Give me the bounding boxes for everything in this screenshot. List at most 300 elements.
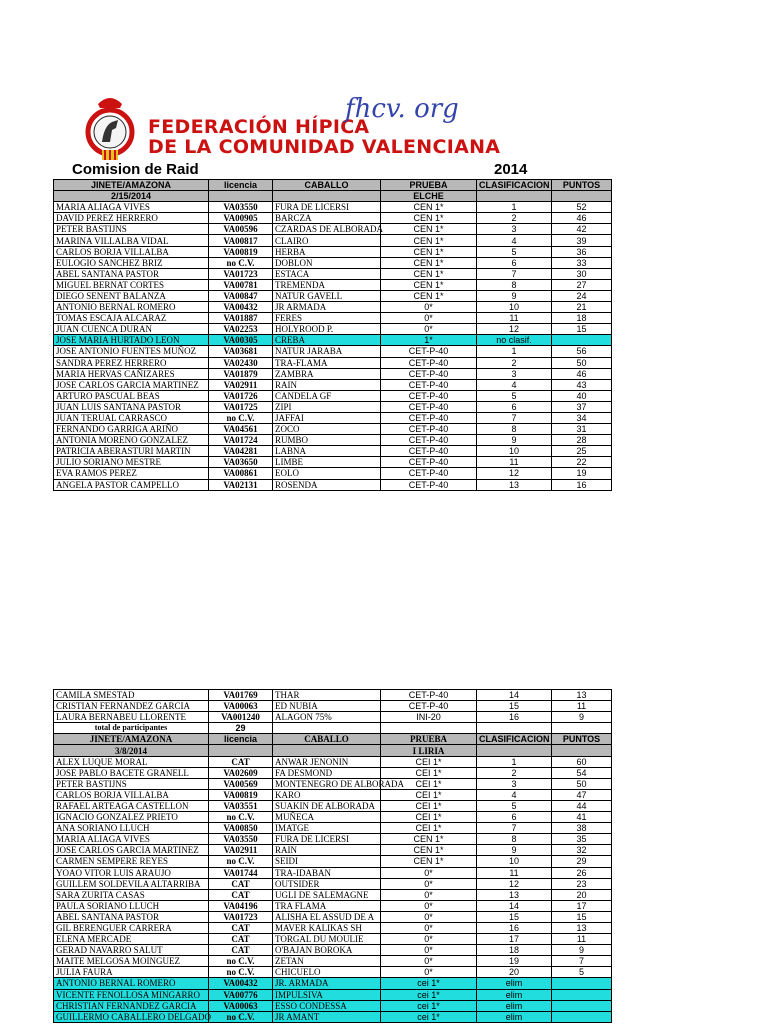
- license-number: VA00905: [209, 213, 273, 224]
- table-row: [54, 856, 612, 867]
- horse-name: CHICUELO: [273, 967, 381, 978]
- table-row: [54, 1011, 612, 1022]
- table-row: [54, 812, 612, 823]
- points: [552, 1000, 612, 1011]
- event-category: CET-P-40: [381, 690, 477, 701]
- horse-name: HERBA: [273, 246, 381, 257]
- horse-name: MUÑECA: [273, 812, 381, 823]
- rider-name: PETER BASTIJNS: [54, 778, 209, 789]
- total-participants-row: [54, 723, 612, 734]
- year-title: 2014: [494, 161, 528, 178]
- event-date: 3/8/2014: [54, 745, 209, 756]
- license-number: VA00861: [209, 468, 273, 479]
- classification: 10: [477, 446, 552, 457]
- license-number: no C.V.: [209, 956, 273, 967]
- event-category: 0*: [381, 313, 477, 324]
- classification: 16: [477, 922, 552, 933]
- col-licencia: licencia: [209, 734, 273, 745]
- license-number: VA00817: [209, 235, 273, 246]
- website-logo-text: fhcv. org: [345, 94, 459, 124]
- horse-name: BARCZA: [273, 213, 381, 224]
- points: 47: [552, 789, 612, 800]
- rider-name: JOSE CARLOS GARCIA MARTINEZ: [54, 845, 209, 856]
- table-row: [54, 945, 612, 956]
- rider-name: JULIO SORIANO MESTRE: [54, 457, 209, 468]
- table-row: [54, 412, 612, 423]
- table-row: [54, 911, 612, 922]
- col-puntos: PUNTOS: [552, 734, 612, 745]
- horse-name: FURA DE LICERSI: [273, 202, 381, 213]
- event-date: 2/15/2014: [54, 191, 209, 202]
- points: 11: [552, 934, 612, 945]
- federation-name-line1: FEDERACIÓN HÍPICA: [148, 116, 370, 138]
- license-number: VA03550: [209, 202, 273, 213]
- points: 46: [552, 213, 612, 224]
- event-category: CET-P-40: [381, 424, 477, 435]
- rider-name: JULIA FAURA: [54, 967, 209, 978]
- event-category: CET-P-40: [381, 390, 477, 401]
- col-jinete: JINETE/AMAZONA: [54, 734, 209, 745]
- points: 38: [552, 823, 612, 834]
- table-row: [54, 346, 612, 357]
- table-row: [54, 956, 612, 967]
- table-row: [54, 401, 612, 412]
- points: 18: [552, 313, 612, 324]
- license-number: VA00596: [209, 224, 273, 235]
- event-category: 0*: [381, 889, 477, 900]
- event-category: CET-P-40: [381, 401, 477, 412]
- horse-name: CZARDAS DE ALBORADA: [273, 224, 381, 235]
- commission-title: Comision de Raid: [72, 161, 199, 178]
- horse-name: TRA-FLAMA: [273, 357, 381, 368]
- classification: 9: [477, 290, 552, 301]
- license-number: VA04196: [209, 900, 273, 911]
- points: 9: [552, 712, 612, 723]
- col-clasificacion: CLASIFICACION: [477, 180, 552, 191]
- points: 32: [552, 845, 612, 856]
- classification: elim: [477, 1011, 552, 1022]
- rider-name: ANTONIA MORENO GONZALEZ: [54, 435, 209, 446]
- license-number: no C.V.: [209, 856, 273, 867]
- rider-name: ABEL SANTANA PASTOR: [54, 268, 209, 279]
- license-number: CAT: [209, 889, 273, 900]
- horse-name: ESTACA: [273, 268, 381, 279]
- classification: 9: [477, 845, 552, 856]
- table-row: [54, 767, 612, 778]
- license-number: VA01726: [209, 390, 273, 401]
- rider-name: TOMAS ESCAJA ALCARAZ: [54, 313, 209, 324]
- classification: 13: [477, 889, 552, 900]
- event-category: 0*: [381, 867, 477, 878]
- classification: 7: [477, 823, 552, 834]
- event-category: 0*: [381, 324, 477, 335]
- rider-name: DIEGO SENENT BALANZA: [54, 290, 209, 301]
- license-number: VA00819: [209, 789, 273, 800]
- event-category: 1*: [381, 335, 477, 346]
- points: 50: [552, 778, 612, 789]
- horse-name: IMPULSIVA: [273, 989, 381, 1000]
- table-row: [54, 889, 612, 900]
- event-category: CEN 1*: [381, 834, 477, 845]
- table-row: [54, 235, 612, 246]
- horse-name: ZIPI: [273, 401, 381, 412]
- points: 28: [552, 435, 612, 446]
- horse-name: LABNA: [273, 446, 381, 457]
- license-number: VA00432: [209, 302, 273, 313]
- license-number: VA03550: [209, 834, 273, 845]
- table-row: [54, 224, 612, 235]
- table-row: [54, 257, 612, 268]
- classification: 12: [477, 324, 552, 335]
- horse-name: ZOCO: [273, 424, 381, 435]
- event-category: CEN 1*: [381, 279, 477, 290]
- event-category: cei 1*: [381, 989, 477, 1000]
- points: 20: [552, 889, 612, 900]
- horse-name: TRA FLAMA: [273, 900, 381, 911]
- table-row: [54, 778, 612, 789]
- rider-name: CARMEN SEMPERE REYES: [54, 856, 209, 867]
- classification: elim: [477, 1000, 552, 1011]
- table-row: [54, 1000, 612, 1011]
- horse-name: THAR: [273, 690, 381, 701]
- horse-name: RUMBO: [273, 435, 381, 446]
- horse-name: ESSO CONDESSA: [273, 1000, 381, 1011]
- rider-name: YOAO VITOR LUIS ARAUJO: [54, 867, 209, 878]
- rider-name: CARLOS BORJA VILLALBA: [54, 789, 209, 800]
- event-place: I LIRIA: [381, 745, 477, 756]
- rider-name: MARIA ALIAGA VIVES: [54, 202, 209, 213]
- license-number: no C.V.: [209, 1011, 273, 1022]
- points: 52: [552, 202, 612, 213]
- license-number: VA03681: [209, 346, 273, 357]
- points: 27: [552, 279, 612, 290]
- event-category: 0*: [381, 956, 477, 967]
- rider-name: EVA RAMOS PEREZ: [54, 468, 209, 479]
- points: 7: [552, 956, 612, 967]
- table-row: [54, 202, 612, 213]
- points: 42: [552, 224, 612, 235]
- event-category: CET-P-40: [381, 379, 477, 390]
- classification: 6: [477, 257, 552, 268]
- federation-crest-icon: [78, 92, 142, 162]
- points: 35: [552, 834, 612, 845]
- classification: 11: [477, 457, 552, 468]
- event-category: 0*: [381, 878, 477, 889]
- table-row: [54, 978, 612, 989]
- points: 26: [552, 867, 612, 878]
- event-category: cei 1*: [381, 1000, 477, 1011]
- col-caballo: CABALLO: [273, 180, 381, 191]
- classification: 2: [477, 213, 552, 224]
- rider-name: MARINA VILLALBA VIDAL: [54, 235, 209, 246]
- classification: 8: [477, 279, 552, 290]
- horse-name: TREMENDA: [273, 279, 381, 290]
- event-category: 0*: [381, 922, 477, 933]
- points: 36: [552, 246, 612, 257]
- event-category: CEI 1*: [381, 778, 477, 789]
- horse-name: DOBLON: [273, 257, 381, 268]
- classification: 6: [477, 401, 552, 412]
- event-category: INI-20: [381, 712, 477, 723]
- event-category: 0*: [381, 911, 477, 922]
- points: 33: [552, 257, 612, 268]
- classification: 10: [477, 856, 552, 867]
- table-row: [54, 989, 612, 1000]
- col-jinete: JINETE/AMAZONA: [54, 180, 209, 191]
- points: 9: [552, 945, 612, 956]
- horse-name: CANDELA GF: [273, 390, 381, 401]
- table-row: [54, 922, 612, 933]
- table-row: [54, 368, 612, 379]
- col-prueba: PRUEBA: [381, 734, 477, 745]
- rider-name: JOSE PABLO BACETE GRANELL: [54, 767, 209, 778]
- rider-name: MIGUEL BERNAT CORTES: [54, 279, 209, 290]
- horse-name: KARO: [273, 789, 381, 800]
- points: 21: [552, 302, 612, 313]
- table-row: [54, 268, 612, 279]
- license-number: VA01723: [209, 268, 273, 279]
- table-row: [54, 834, 612, 845]
- event-category: CEN 1*: [381, 290, 477, 301]
- horse-name: JR AMANT: [273, 1011, 381, 1022]
- rider-name: ANGELA PASTOR CAMPELLO: [54, 479, 209, 490]
- horse-name: RAIN: [273, 379, 381, 390]
- classification: 17: [477, 934, 552, 945]
- rider-name: EULOGIO SANCHEZ BRIZ: [54, 257, 209, 268]
- classification: 14: [477, 690, 552, 701]
- rider-name: CRISTIAN FERNANDEZ GARCIA: [54, 701, 209, 712]
- license-number: no C.V.: [209, 257, 273, 268]
- points: 30: [552, 268, 612, 279]
- rider-name: GUILLEM SOLDEVILA ALTARRIBA: [54, 878, 209, 889]
- table-header-row: [54, 180, 612, 191]
- horse-name: IMATGE: [273, 823, 381, 834]
- horse-name: JR ARMADA: [273, 302, 381, 313]
- table-header-row: [54, 734, 612, 745]
- horse-name: ED NUBIA: [273, 701, 381, 712]
- col-caballo: CABALLO: [273, 734, 381, 745]
- rider-name: ANA SORIANO LLUCH: [54, 823, 209, 834]
- event-category: CEN 1*: [381, 224, 477, 235]
- federation-name-line2: DE LA COMUNIDAD VALENCIANA: [148, 136, 501, 158]
- points: 13: [552, 922, 612, 933]
- event-category: 0*: [381, 945, 477, 956]
- points: 17: [552, 900, 612, 911]
- rider-name: JUAN LUIS SANTANA PASTOR: [54, 401, 209, 412]
- license-number: VA01769: [209, 690, 273, 701]
- rider-name: SARA ZURITA CASAS: [54, 889, 209, 900]
- points: [552, 989, 612, 1000]
- event-category: CET-P-40: [381, 357, 477, 368]
- rider-name: ARTURO PASCUAL BEAS: [54, 390, 209, 401]
- horse-name: FA DESMOND: [273, 767, 381, 778]
- points: 11: [552, 701, 612, 712]
- horse-name: JAFFAI: [273, 412, 381, 423]
- event-category: CEN 1*: [381, 268, 477, 279]
- rider-name: GERAD NAVARRO SALUT: [54, 945, 209, 956]
- horse-name: CLAIRO: [273, 235, 381, 246]
- classification: 2: [477, 767, 552, 778]
- classification: 18: [477, 945, 552, 956]
- points: 24: [552, 290, 612, 301]
- rider-name: ANTONIO BERNAL ROMERO: [54, 978, 209, 989]
- table-row: [54, 246, 612, 257]
- points: 16: [552, 479, 612, 490]
- classification: 3: [477, 368, 552, 379]
- rider-name: VICENTE FENOLLOSA MINGARRO: [54, 989, 209, 1000]
- classification: 7: [477, 268, 552, 279]
- horse-name: MAVER KALIKAS SH: [273, 922, 381, 933]
- classification: 1: [477, 202, 552, 213]
- license-number: VA02911: [209, 379, 273, 390]
- event-category: CEI 1*: [381, 800, 477, 811]
- classification: 8: [477, 424, 552, 435]
- classification: 9: [477, 435, 552, 446]
- event-category: cei 1*: [381, 978, 477, 989]
- rider-name: LAURA BERNABEU LLORENTE: [54, 712, 209, 723]
- horse-name: ZETAN: [273, 956, 381, 967]
- classification: 15: [477, 911, 552, 922]
- horse-name: EOLO: [273, 468, 381, 479]
- rider-name: ABEL SANTANA PASTOR: [54, 911, 209, 922]
- col-licencia: licencia: [209, 180, 273, 191]
- rider-name: FERNANDO GARRIGA ARIÑO: [54, 424, 209, 435]
- license-number: VA00781: [209, 279, 273, 290]
- horse-name: JR. ARMADA: [273, 978, 381, 989]
- rider-name: PETER BASTIJNS: [54, 224, 209, 235]
- license-number: VA00432: [209, 978, 273, 989]
- points: 22: [552, 457, 612, 468]
- points: [552, 335, 612, 346]
- rider-name: ALEX LUQUE MORAL: [54, 756, 209, 767]
- license-number: VA02911: [209, 845, 273, 856]
- event-category: 0*: [381, 967, 477, 978]
- license-number: VA04281: [209, 446, 273, 457]
- table-row: [54, 213, 612, 224]
- points: 54: [552, 767, 612, 778]
- license-number: VA01879: [209, 368, 273, 379]
- license-number: VA03650: [209, 457, 273, 468]
- license-number: VA00776: [209, 989, 273, 1000]
- event-category: CET-P-40: [381, 457, 477, 468]
- classification: 12: [477, 468, 552, 479]
- table-row: [54, 789, 612, 800]
- event-category: CET-P-40: [381, 346, 477, 357]
- classification: 10: [477, 302, 552, 313]
- license-number: VA01725: [209, 401, 273, 412]
- points: 25: [552, 446, 612, 457]
- table-row: [54, 279, 612, 290]
- classification: 4: [477, 379, 552, 390]
- event-category: CEN 1*: [381, 257, 477, 268]
- table-row: [54, 435, 612, 446]
- horse-name: SEIDI: [273, 856, 381, 867]
- classification: 15: [477, 701, 552, 712]
- classification: 12: [477, 878, 552, 889]
- total-label: total de participantes: [54, 723, 209, 734]
- table-row: [54, 324, 612, 335]
- rider-name: CAMILA SMESTAD: [54, 690, 209, 701]
- horse-name: OUTSIDER: [273, 878, 381, 889]
- horse-name: HOLYROOD P.: [273, 324, 381, 335]
- table-row: [54, 934, 612, 945]
- rider-name: MAITE MELGOSA MOINGUEZ: [54, 956, 209, 967]
- rider-name: MARIA ALIAGA VIVES: [54, 834, 209, 845]
- license-number: CAT: [209, 945, 273, 956]
- horse-name: ALISHA EL ASSUD DE A: [273, 911, 381, 922]
- event-row: [54, 191, 612, 202]
- table-row: [54, 290, 612, 301]
- license-number: no C.V.: [209, 812, 273, 823]
- horse-name: O'BAJAN BOROKA: [273, 945, 381, 956]
- license-number: VA001240: [209, 712, 273, 723]
- horse-name: ZAMBRA: [273, 368, 381, 379]
- rider-name: JUAN TERUAL CARRASCO: [54, 412, 209, 423]
- points: 19: [552, 468, 612, 479]
- rider-name: SANDRA PEREZ HERRERO: [54, 357, 209, 368]
- horse-name: FERES: [273, 313, 381, 324]
- horse-name: CREBA: [273, 335, 381, 346]
- table-row: [54, 900, 612, 911]
- classification: elim: [477, 978, 552, 989]
- license-number: VA03551: [209, 800, 273, 811]
- event-category: CET-P-40: [381, 479, 477, 490]
- license-number: VA00819: [209, 246, 273, 257]
- classification: 5: [477, 246, 552, 257]
- federation-header: [70, 90, 501, 165]
- event-category: CEI 1*: [381, 767, 477, 778]
- horse-name: UGLI DE SALEMAGNE: [273, 889, 381, 900]
- classification: 4: [477, 789, 552, 800]
- event-category: CEN 1*: [381, 246, 477, 257]
- col-puntos: PUNTOS: [552, 180, 612, 191]
- license-number: VA00847: [209, 290, 273, 301]
- classification: elim: [477, 989, 552, 1000]
- rider-name: CARLOS BORJA VILLALBA: [54, 246, 209, 257]
- horse-name: TRA-IDABAN: [273, 867, 381, 878]
- points: 15: [552, 911, 612, 922]
- classification: 1: [477, 346, 552, 357]
- rider-name: JOSE CARLOS GARCIA MARTINEZ: [54, 379, 209, 390]
- event-category: CEN 1*: [381, 856, 477, 867]
- points: 5: [552, 967, 612, 978]
- table-row: [54, 701, 612, 712]
- event-category: CEN 1*: [381, 845, 477, 856]
- points: 39: [552, 235, 612, 246]
- points: 31: [552, 424, 612, 435]
- classification: 14: [477, 900, 552, 911]
- rider-name: JUAN CUENCA DURAN: [54, 324, 209, 335]
- classification: no clasif.: [477, 335, 552, 346]
- license-number: VA02430: [209, 357, 273, 368]
- event-category: CEI 1*: [381, 789, 477, 800]
- points: 46: [552, 368, 612, 379]
- horse-name: NATUR GAVELL: [273, 290, 381, 301]
- points: 44: [552, 800, 612, 811]
- table-row: [54, 379, 612, 390]
- table-row: [54, 712, 612, 723]
- table-row: [54, 690, 612, 701]
- horse-name: LIMBE: [273, 457, 381, 468]
- table-row: [54, 313, 612, 324]
- table-row: [54, 800, 612, 811]
- classification: 1: [477, 756, 552, 767]
- points: 41: [552, 812, 612, 823]
- license-number: VA00063: [209, 701, 273, 712]
- rider-name: ANTONIO BERNAL ROMERO: [54, 302, 209, 313]
- rider-name: JOSE MARIA HURTADO LEON: [54, 335, 209, 346]
- horse-name: RAIN: [273, 845, 381, 856]
